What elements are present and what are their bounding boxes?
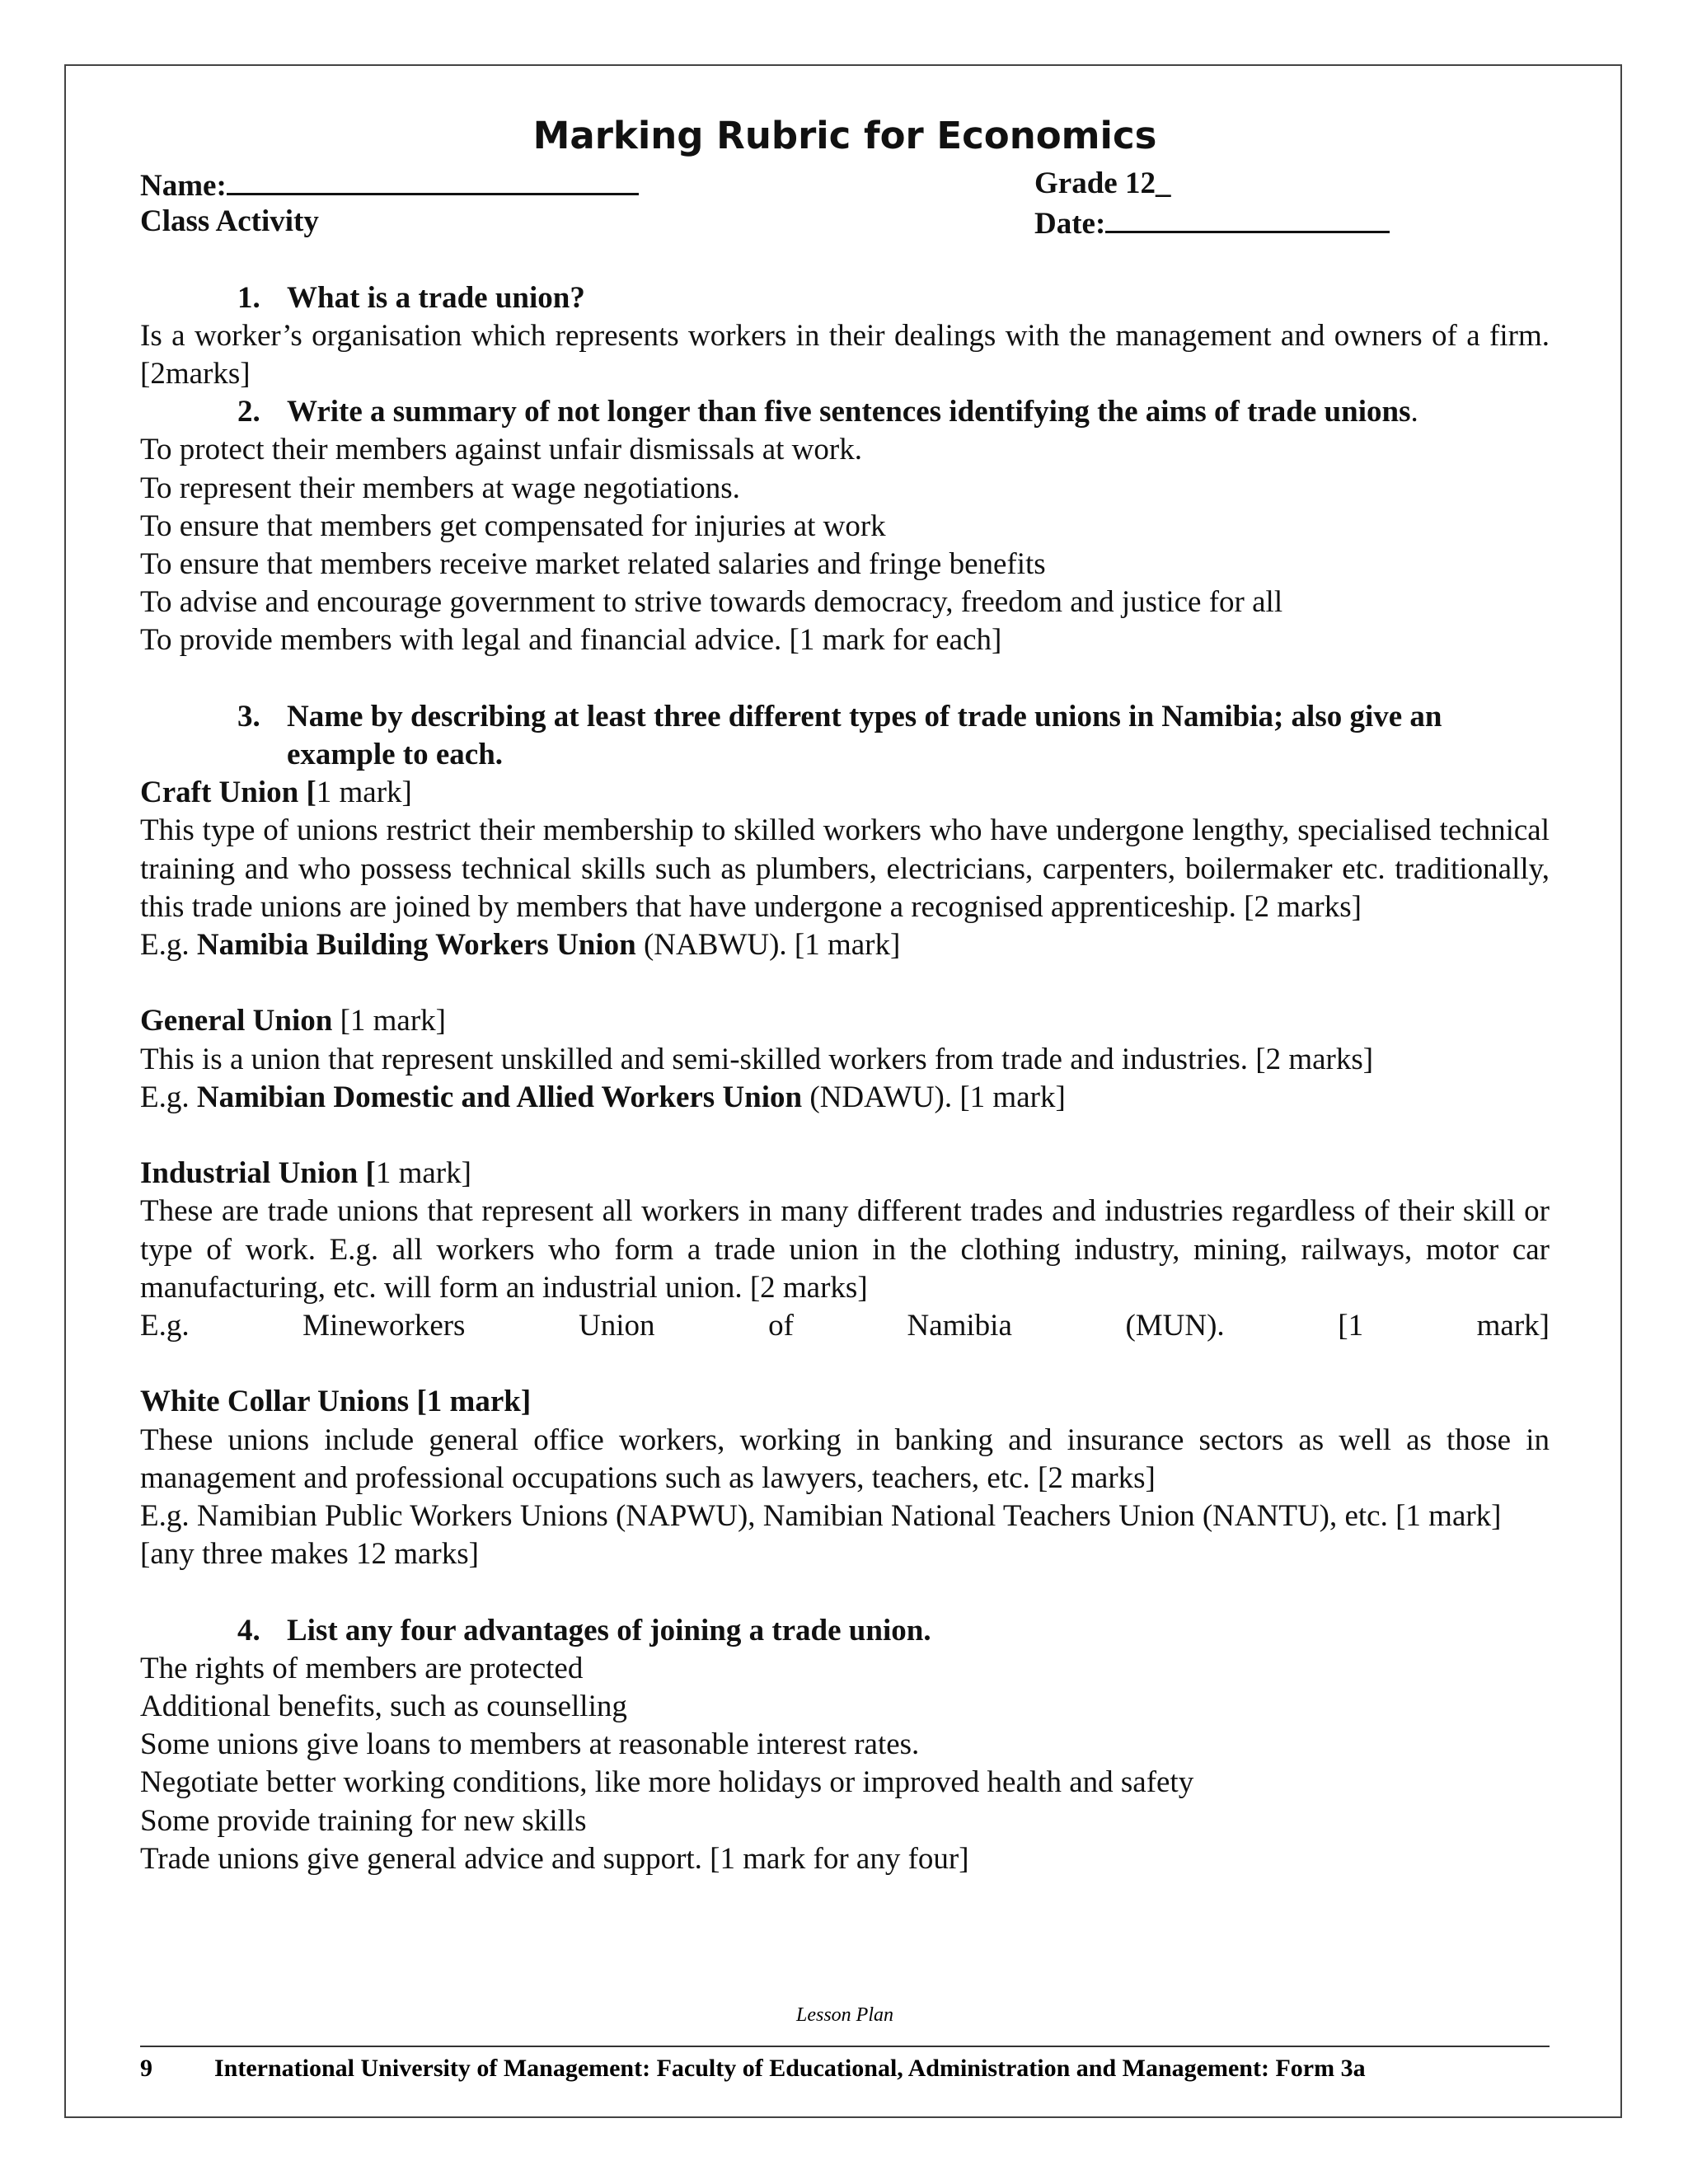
answer-line: To ensure that members get compensated for injuries at work — [140, 509, 886, 543]
page-footer — [140, 2050, 1550, 2087]
question-2 — [140, 393, 1550, 431]
answer-line: To protect their members against unfair dismissals at work. — [140, 433, 862, 467]
question-1 — [140, 279, 1550, 317]
industrial-union-example: E.g. Mineworkers Union of Namibia (MUN). [1 mark] — [140, 1309, 1550, 1343]
general-union-description: This is a union that represent unskilled and semi-skilled workers from trade and industries. [2 marks] — [140, 1042, 1374, 1076]
question-period: . — [1410, 395, 1418, 429]
answer-line: To provide members with legal and financial advice. [1 mark for each] — [140, 623, 1002, 658]
general-union-example: E.g. Namibian Domestic and Allied Workers Union (NDAWU). [1 mark] — [140, 1080, 1066, 1114]
page-title: Marking Rubric for Economics — [532, 114, 1157, 157]
craft-union-heading: Craft Union [1 mark] — [140, 776, 412, 810]
white-collar-description: These unions include general office workers, working in banking and insurance sectors as well as those in management and professional occupations such as lawyers, teachers, etc. [2 marks] — [140, 1422, 1550, 1495]
date-label: Date: — [1034, 207, 1106, 241]
question-text: List any four advantages of joining a trade union. — [287, 1613, 931, 1647]
answer-line: Some unions give loans to members at reasonable interest rates. — [140, 1727, 920, 1762]
answer-line: The rights of members are protected — [140, 1651, 584, 1685]
question-text: Write a summary of not longer than five sentences identifying the aims of trade unions — [287, 395, 1411, 429]
question-3-total: [any three makes 12 marks] — [140, 1537, 479, 1572]
industrial-union-heading: Industrial Union [1 mark] — [140, 1156, 471, 1191]
question-number: 3. — [237, 699, 260, 733]
answer-line: To represent their members at wage negotiations. — [140, 471, 740, 505]
answer-text: Is a worker’s organisation which represents workers in their dealings with the management and owners of a firm. [2marks] — [140, 318, 1550, 391]
question-text: Name by describing at least three different types of trade unions in Namibia; also give an example to each. — [287, 699, 1442, 771]
date-blank[interactable] — [1105, 203, 1390, 233]
industrial-union-description: These are trade unions that represent all workers in many different trades and industries regardless of their skill or type of work. E.g. all workers who form a trade union in the clothing industry, mining, railways, motor car manufacturing, etc. will form an industrial union. [2 marks] — [140, 1194, 1550, 1305]
class-activity-label: Class Activity — [140, 204, 319, 239]
answer-line: To ensure that members receive market related salaries and fringe benefits — [140, 546, 1046, 581]
craft-union-description: This type of unions restrict their membership to skilled workers who have undergone lengthy, specialised technical training and who possess technical skills such as plumbers, electricians, carpenters, boilermaker etc. traditionally, this trade unions are joined by members that have undergone a recognised apprenticeship. [2 marks] — [140, 813, 1550, 924]
answer-line: Trade unions give general advice and support. [1 mark for any four] — [140, 1841, 969, 1876]
question-number: 2. — [237, 395, 260, 429]
document-body — [140, 107, 1550, 1878]
question-3 — [140, 698, 1550, 774]
footer-note: Lesson Plan — [795, 2004, 893, 2026]
footer-text: International University of Management: Faculty of Educational, Administration and Management: Form 3a — [214, 2055, 1366, 2082]
header-row-2 — [140, 203, 1550, 241]
white-collar-example: E.g. Namibian Public Workers Unions (NAPWU), Namibian National Teachers Union (NANTU), etc. [1 mark] — [140, 1499, 1502, 1533]
answer-line: To advise and encourage government to strive towards democracy, freedom and justice for all — [140, 585, 1283, 620]
name-blank[interactable] — [227, 165, 639, 195]
question-number: 4. — [237, 1613, 260, 1647]
question-4 — [140, 1612, 1550, 1650]
grade-label: Grade 12_ — [1034, 166, 1171, 200]
answer-line: Additional benefits, such as counselling — [140, 1690, 627, 1723]
craft-union-example: E.g. Namibia Building Workers Union (NABWU). [1 mark] — [140, 928, 901, 962]
answer-line: Some provide training for new skills — [140, 1803, 587, 1838]
header-row-1 — [140, 165, 1550, 203]
footer-divider — [140, 2046, 1550, 2047]
answer-line: Negotiate better working conditions, like more holidays or improved health and safety — [140, 1765, 1194, 1800]
general-union-heading: General Union [1 mark] — [140, 1004, 446, 1038]
question-number: 1. — [237, 280, 260, 315]
white-collar-heading: White Collar Unions [1 mark] — [140, 1385, 532, 1419]
question-text: What is a trade union? — [287, 280, 585, 315]
name-label: Name: — [140, 169, 227, 203]
page-number: 9 — [140, 2055, 152, 2082]
